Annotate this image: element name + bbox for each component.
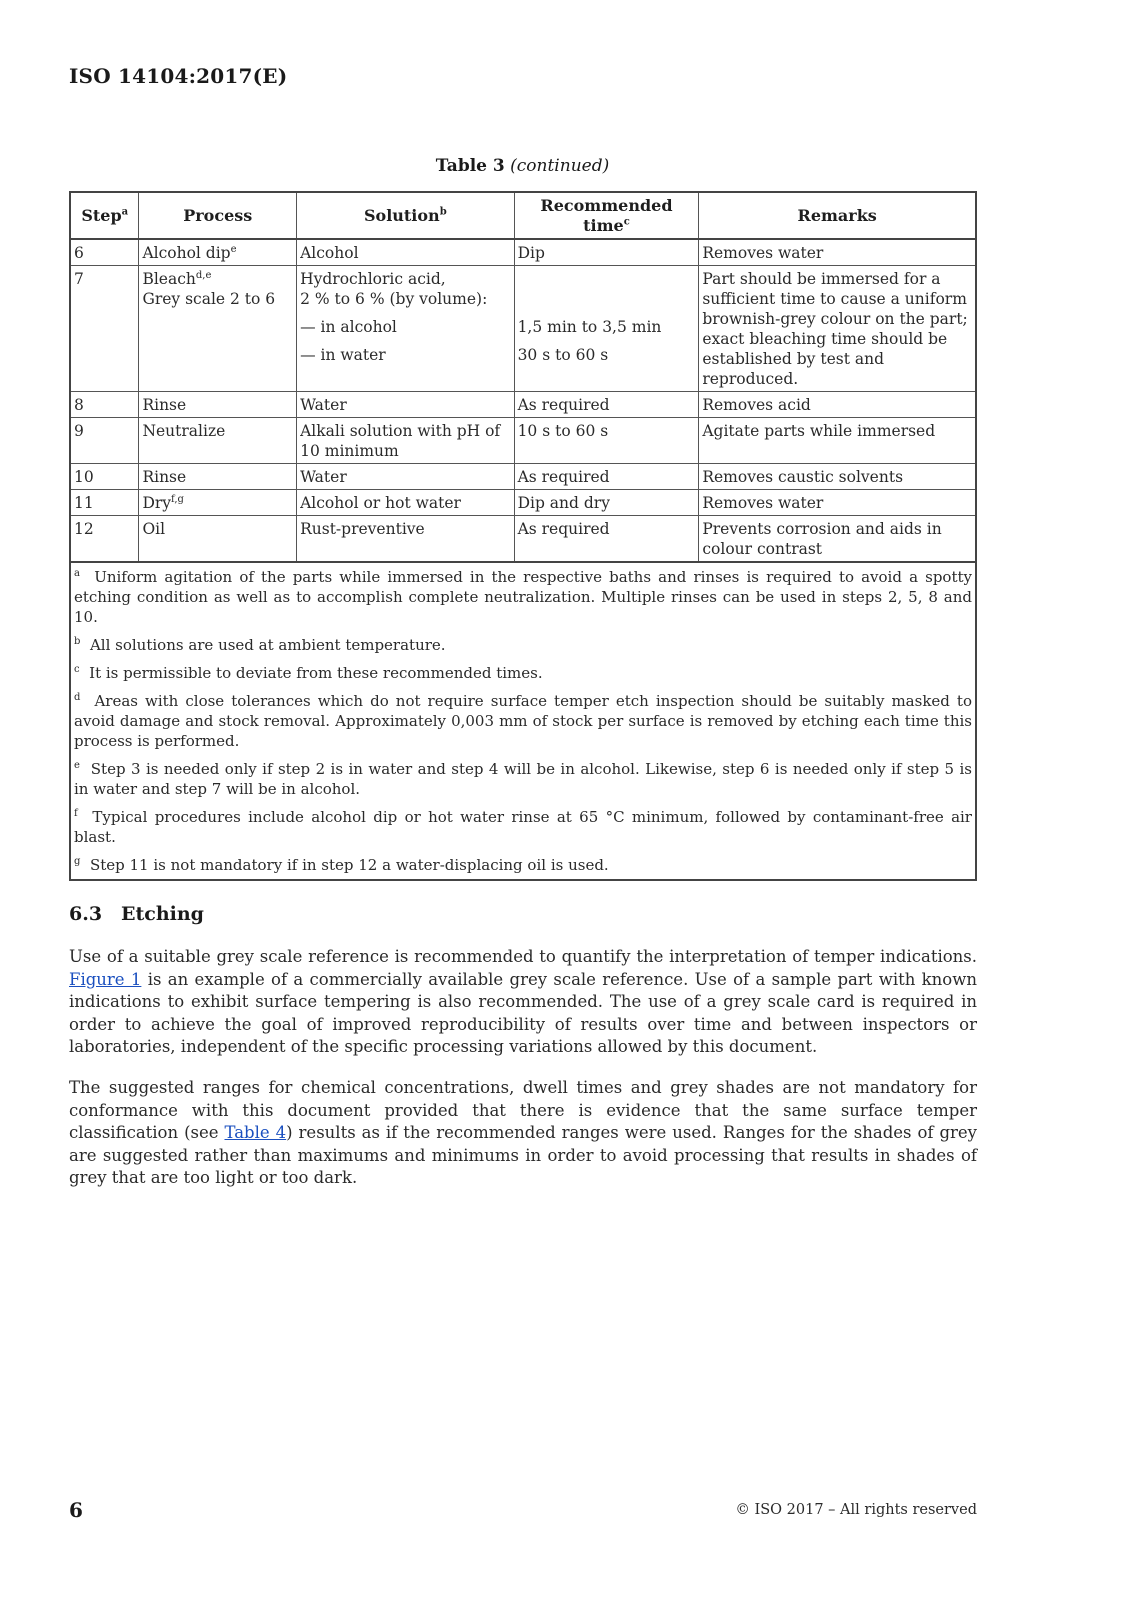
cell-step: 7 [70, 266, 139, 392]
process-table [69, 191, 977, 881]
footnote-text: All solutions are used at ambient temperature. [89, 636, 446, 654]
cell-solution: Hydrochloric acid, 2 % to 6 % (by volume): — in alcohol — in water [297, 266, 514, 392]
cell-time: As required [514, 516, 699, 563]
table-row [70, 490, 976, 516]
column-header-step: Step$^a$ [70, 192, 139, 239]
cell-solution: Rust-preventive [297, 516, 514, 563]
cell-step: 10 [70, 464, 139, 490]
footnote-mark: a [74, 568, 80, 579]
cell-remarks: Removes water [699, 239, 976, 266]
table-row [70, 392, 976, 418]
cell-solution: Alcohol [297, 239, 514, 266]
table-caption-suffix: (continued) [510, 156, 610, 176]
table-row [70, 464, 976, 490]
table-footnote [70, 687, 976, 755]
cell-remarks: Agitate parts while immersed [699, 418, 976, 464]
column-header-remarks: Remarks [699, 192, 976, 239]
footnote-text: Step 11 is not mandatory if in step 12 a water-displacing oil is used. [89, 856, 609, 874]
cell-time: 10 s to 60 s [514, 418, 699, 464]
cell-step: 11 [70, 490, 139, 516]
cell-process: Alcohol dip$^e$ [139, 239, 297, 266]
cell-process: Neutralize [139, 418, 297, 464]
table-header-row [70, 192, 976, 239]
cell-time: 1,5 min to 3,5 min 30 s to 60 s [514, 266, 699, 392]
cell-remarks: Prevents corrosion and aids in colour contrast [699, 516, 976, 563]
table-footnote [70, 755, 976, 803]
table-caption [69, 156, 976, 176]
cell-remarks: Part should be immersed for a sufficient time to cause a uniform brownish-grey colour on the part; exact bleaching time should be established by test and reproduced. [699, 266, 976, 392]
cell-step: 12 [70, 516, 139, 563]
document-id: ISO 14104:2017(E) [69, 64, 288, 88]
cell-process: Oil [139, 516, 297, 563]
table-row [70, 266, 976, 392]
cell-remarks: Removes acid [699, 392, 976, 418]
footnote-mark: f [74, 808, 78, 819]
cell-solution: Alkali solution with pH of 10 minimum [297, 418, 514, 464]
figure-1-link[interactable]: Figure 1 [69, 969, 142, 989]
section-heading [69, 903, 204, 925]
copyright-notice: © ISO 2017 – All rights reserved [735, 1502, 977, 1518]
table-footnote [70, 562, 976, 631]
footnote-text: Areas with close tolerances which do not require surface temper etch inspection should be suitably masked to avoid damage and stock removal. Approximately 0,003 mm of stock per surface is removed by etching each time this process is performed. [74, 692, 972, 750]
table-row [70, 239, 976, 266]
column-header-solution: Solution$^b$ [297, 192, 514, 239]
section-title: Etching [121, 903, 204, 925]
footnote-mark: c [74, 664, 80, 675]
cell-solution: Alcohol or hot water [297, 490, 514, 516]
column-header-process: Process [139, 192, 297, 239]
cell-step: 6 [70, 239, 139, 266]
cell-time: As required [514, 392, 699, 418]
table-4-link[interactable]: Table 4 [224, 1123, 287, 1142]
footnote-text: Uniform agitation of the parts while immersed in the respective baths and rinses is required to avoid a spotty etching condition as well as to accomplish complete neutralization. Multiple rinses can be used in steps 2, 5, 8 and 10. [74, 568, 972, 626]
cell-process: Dry$^{f,g}$ [139, 490, 297, 516]
cell-remarks: Removes caustic solvents [699, 464, 976, 490]
column-header-recommended-time: Recommended time$^c$ [514, 192, 699, 239]
footnote-text: Step 3 is needed only if step 2 is in water and step 4 will be in alcohol. Likewise, step 6 is needed only if step 5 is in water and step 7 will be in alcohol. [74, 760, 972, 798]
cell-time: Dip and dry [514, 490, 699, 516]
footnote-mark: e [74, 760, 80, 771]
table-row [70, 516, 976, 563]
footnote-mark: g [74, 856, 81, 867]
cell-process: Bleach$^{d,e}$ Grey scale 2 to 6 [139, 266, 297, 392]
cell-remarks: Removes water [699, 490, 976, 516]
table-footnote [70, 631, 976, 659]
paragraph: Use of a suitable grey scale reference is recommended to quantify the interpretation of temper indications. Figure 1 is an example of a commercially available grey scale reference. Use of a sample part with known indications to exhibit surface tempering is also recommended. The use of a grey scale card is required in order to achieve the goal of improved reproducibility of results over time and between inspectors or laboratories, independent of the specific processing variations allowed by this document. [69, 947, 977, 1056]
footnote-text: It is permissible to deviate from these recommended times. [89, 664, 543, 682]
page-number: 6 [69, 1498, 83, 1522]
cell-process: Rinse [139, 392, 297, 418]
cell-process: Rinse [139, 464, 297, 490]
table-caption-label: Table 3 [435, 156, 505, 176]
table-footnote [70, 659, 976, 687]
cell-step: 9 [70, 418, 139, 464]
cell-solution: Water [297, 392, 514, 418]
footnote-mark: d [74, 692, 81, 703]
cell-time: As required [514, 464, 699, 490]
table-footnote [70, 851, 976, 880]
table-footnote [70, 803, 976, 851]
cell-solution: Water [297, 464, 514, 490]
paragraph: The suggested ranges for chemical concentrations, dwell times and grey shades are not mandatory for conformance with this document provided that there is evidence that the same surface temper classification (see Table 4) results as if the recommended ranges were used. Ranges for the shades of grey are suggested rather than maximums and minimums in order to avoid processing that results in shades of grey that are too light or too dark. [69, 1078, 978, 1187]
section-number: 6.3 [69, 903, 103, 925]
footnote-text: Typical procedures include alcohol dip or hot water rinse at 65 °C minimum, followed by contaminant-free air blast. [74, 808, 972, 846]
footnote-mark: b [74, 636, 81, 647]
table-row [70, 418, 976, 464]
cell-time: Dip [514, 239, 699, 266]
cell-step: 8 [70, 392, 139, 418]
